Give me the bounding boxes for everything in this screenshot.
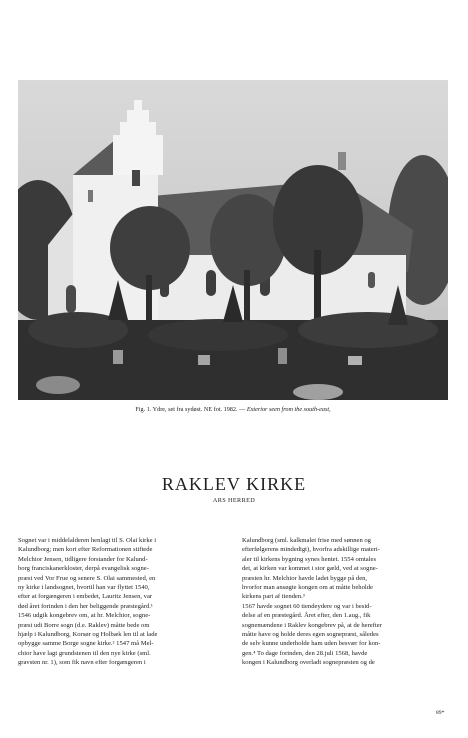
paragraph xyxy=(18,536,224,668)
text-line: 1567 havde sognet 60 tiendeydere og var i besid- xyxy=(242,602,372,610)
caption-english: Exterior seen from the south-east, xyxy=(246,406,331,413)
text-line: Sognet var i middelalderen henlagt til S. Olai kirke i xyxy=(18,537,157,544)
paragraph xyxy=(242,536,448,668)
text-line: præst udi Borre sogn (d.e. Raklev) måtte bede om xyxy=(18,621,150,629)
text-line: Kalundborg (sml. kalkmalet frise med sønnen og xyxy=(242,537,371,544)
church-photograph xyxy=(18,80,448,400)
text-column-left xyxy=(18,536,224,668)
text-line: Kalundborg; men kort efter Reformationen stiftede xyxy=(18,546,153,554)
text-line: hjælp i Kalundborg, Korsør og Holbæk len til at lade xyxy=(18,631,158,639)
page-title: RAKLEV KIRKE xyxy=(161,474,307,494)
text-line: aler til kirkens bygning synes hentet. 1554 omtales xyxy=(242,555,377,563)
text-line: ny kirke i landsognet, hvortil han var flyttet 1540, xyxy=(18,584,150,592)
text-line: måtte have og holde deres egen sognepræst, således xyxy=(242,631,379,639)
text-line: gravsten nr. 1), som fik navn efter forgængeren i xyxy=(18,659,146,667)
text-line: død året forinden i den her beliggende præstegård.¹ xyxy=(18,602,153,610)
text-line: delse af en præstegård. Året efter, den 1.aug., fik xyxy=(242,612,371,620)
text-line: gen.⁴ To dage forinden, den 28.juli 1568, havde xyxy=(242,649,368,657)
text-line: Melchior Jensen, tidligere forstander for Kalund- xyxy=(18,555,148,563)
figure-caption xyxy=(18,406,448,414)
text-line: opbygge samme Borge sogne kirke.² 1547 må Mel- xyxy=(18,640,154,648)
text-line: kirkens part af tienden.³ xyxy=(242,593,305,601)
text-line: det, at kirken var kommet i stor gæld, ved at sogne- xyxy=(242,565,378,573)
text-line: kongen i Kalundborg overladt sognepræsten og de xyxy=(242,659,375,667)
text-column-right xyxy=(242,536,448,668)
text-line: 1546 udgik kongebrev om, at hr. Melchior, sogne- xyxy=(18,612,151,620)
church-photo-image xyxy=(18,80,448,400)
text-line: hvorfor man ansøgte kongen om at måtte beholde xyxy=(242,584,373,592)
caption-separator: — xyxy=(237,406,247,413)
page-number: 89* xyxy=(436,710,445,716)
caption-danish: Fig. 1. Ydre, set fra sydøst. NE fot. 1982. xyxy=(135,406,238,413)
text-line: sognemændene i Raklev kongebrev på, at de herefter xyxy=(242,621,382,629)
page-subtitle: ARS HERRED xyxy=(212,497,256,504)
text-line: chior have lagt grundstenen til den nye kirke (sml. xyxy=(18,649,151,657)
text-line: præst ved Vor Frue og senere S. Olai sammested, en xyxy=(18,574,156,582)
text-line: borg franciskanerkloster, derpå evangelisk sogne- xyxy=(18,565,149,573)
text-line: efterfølgerens mindedigt), hvorfra adskillige materi- xyxy=(242,546,380,554)
text-line: efter at forgængeren i embedet, Lauritz Jensen, var xyxy=(18,593,153,601)
text-line: præsten hr. Melchior havde ladet bygge på den, xyxy=(242,574,368,582)
text-line: de selv kunne underholde ham uden besvær for kon- xyxy=(242,640,381,648)
